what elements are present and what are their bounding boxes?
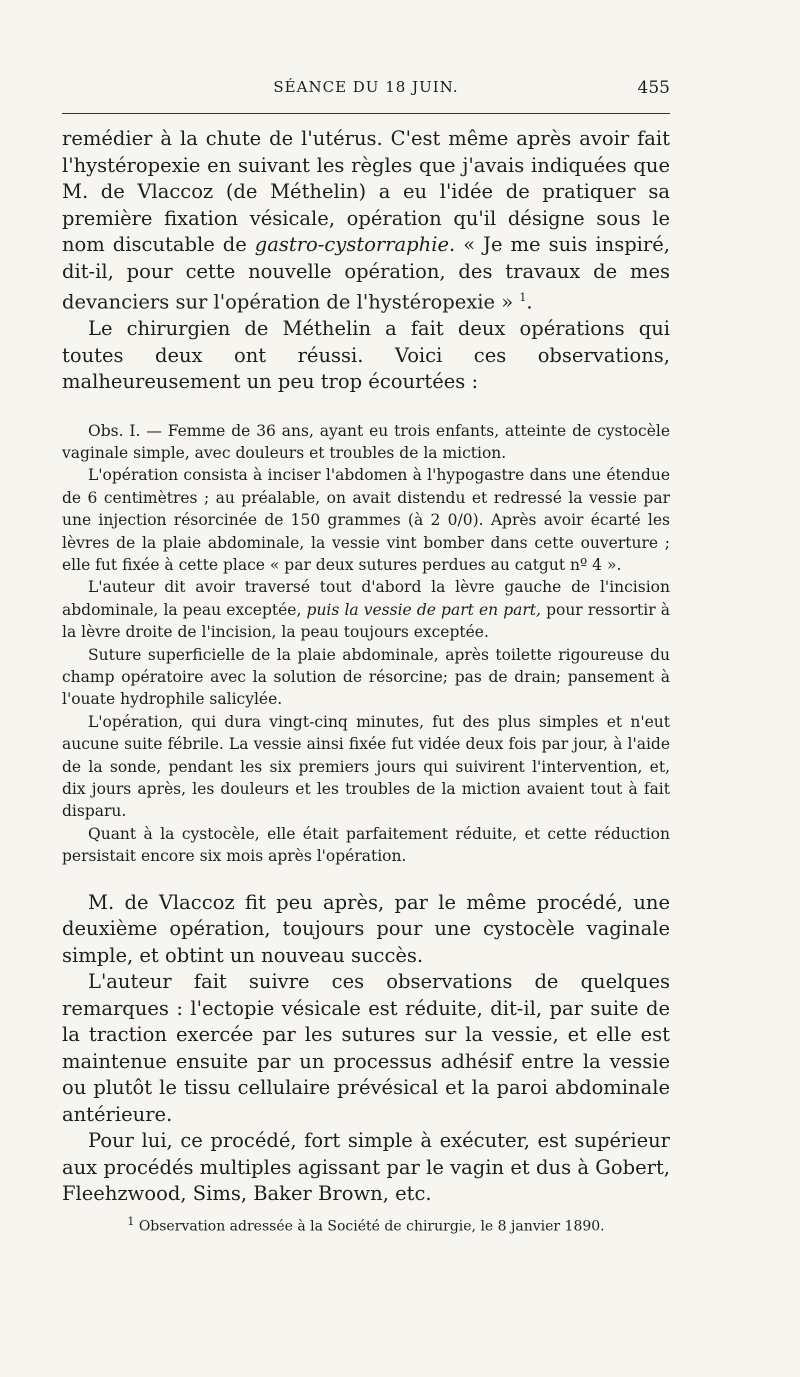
conclusion-paragraph: M. de Vlaccoz fit peu après, par le même procédé, une deuxième opération, toujours pour une cystocèle vaginale simple, et obtint un nouveau succès. [62, 890, 670, 967]
paragraph-text: L'auteur dit avoir traversé tout d'abord la lèvre gauche de l'incision abdominale, la peau exceptée, [62, 578, 670, 619]
header-rule [62, 113, 670, 114]
quote-text: « Je me suis inspiré, dit-il, pour cette nouvelle opération, des travaux de mes devanciers sur l'opération de l'hystéropexie » [62, 233, 670, 314]
page-number: 455 [637, 78, 670, 98]
punctuation: . [526, 290, 533, 314]
paragraph-text: pour ressortir à la lèvre droite de l'incision, la peau toujours exceptée. [62, 600, 670, 642]
running-header [62, 78, 670, 104]
footnote-marker: 1 [127, 1215, 135, 1228]
italic-term: gastro-cystorraphie. [254, 233, 456, 256]
conclusion-paragraph: Pour lui, ce procédé, fort simple à exécuter, est supérieur aux procédés multiples agissant par le vagin et dus à Gobert, Fleehzwood, Sims, Baker Brown, etc. [62, 1129, 670, 1206]
conclusion-paragraph: L'auteur fait suivre ces observations de quelques remarques : l'ectopie vésicale est réduite, dit-il, par suite de la traction exercée par les sutures sur la vessie, et elle est maintenue ensuite par un processus adhésif entre la vessie ou plutôt le tissu cellulaire prévésical et la paroi abdominale antérieure. [62, 970, 670, 1126]
observation-paragraph: Quant à la cystocèle, elle était parfaitement réduite, et cette réduction persistait encore six mois après l'opération. [62, 824, 670, 866]
footnote-reference: 1 [519, 291, 527, 304]
italic-phrase: puis la vessie de part en part, [306, 600, 541, 619]
observation-paragraph [62, 576, 670, 643]
spacer [62, 868, 670, 890]
observation-heading-paragraph: Obs. I. — Femme de 36 ans, ayant eu trois enfants, atteinte de cystocèle vaginale simple, avec douleurs et troubles de la miction. [62, 421, 670, 462]
observation-paragraph: L'opération, qui dura vingt-cinq minutes, fut des plus simples et n'eut aucune suite fébrile. La vessie ainsi fixée fut vidée deux fois par jour, à l'aide de la sonde, pendant les six premiers jours qui suivirent l'intervention, et, dix jours après, les douleurs et les troubles de la miction avaient tout à fait disparu. [62, 712, 670, 821]
spacer [62, 396, 670, 420]
footnote [62, 1212, 670, 1237]
header-title: SÉANCE DU 18 JUIN. [273, 78, 459, 96]
footnote-text: Observation adressée à la Société de chirurgie, le 8 janvier 1890. [138, 1218, 605, 1235]
observation-paragraph: Suture superficielle de la plaie abdominale, après toilette rigoureuse du champ opératoire avec la solution de résorcine; pas de drain; pansement à l'ouate hydrophile salicylée. [62, 645, 670, 709]
observation-paragraph: L'opération consista à inciser l'abdomen à l'hypogastre dans une étendue de 6 centimètres ; au préalable, on avait distendu et redressé la vessie par une injection résorcinée de 150 grammes (à 2 0/0). Après avoir écarté les lèvres de la plaie abdominale, la vessie vint bomber dans cette ouverture ; elle fut fixée à cette place « par deux sutures perdues au catgut nº 4 ». [62, 466, 670, 574]
page-body [62, 126, 670, 1208]
paragraph-intro-observations: Le chirurgien de Méthelin a fait deux opérations qui toutes deux ont réussi. Voici ces observations, malheureusement un peu trop écourtées : [62, 317, 670, 393]
paragraph-text: remédier à la chute de l'utérus. C'est même après avoir fait l'hystéropexie en suivant les règles que j'avais indiquées que M. de Vlaccoz (de Méthelin) a eu l'idée de pratiquer sa première fixation vésicale, opération qu'il désigne sous le nom discutable de [62, 127, 670, 256]
paragraph-continuation [62, 126, 670, 316]
